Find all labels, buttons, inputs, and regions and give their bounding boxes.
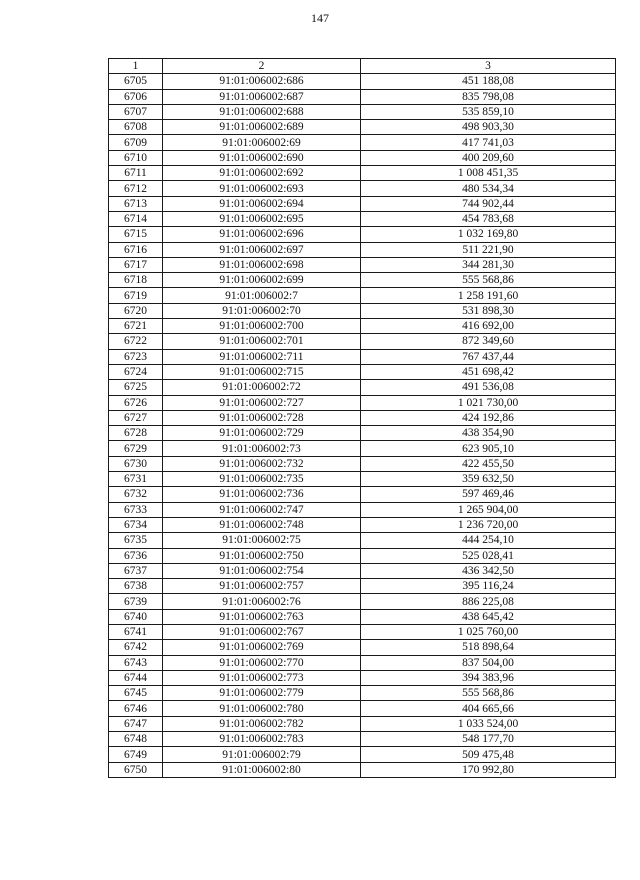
row-number-cell: 6732 <box>109 487 163 502</box>
row-number-cell: 6724 <box>109 364 163 379</box>
value-cell: 837 504,00 <box>361 655 616 670</box>
cadastral-number-cell: 91:01:006002:701 <box>163 334 361 349</box>
cadastral-number-cell: 91:01:006002:770 <box>163 655 361 670</box>
data-table <box>108 58 616 778</box>
value-cell: 531 898,30 <box>361 303 616 318</box>
value-cell: 744 902,44 <box>361 196 616 211</box>
row-number-cell: 6737 <box>109 563 163 578</box>
value-cell: 404 665,66 <box>361 701 616 716</box>
header-row <box>109 59 616 74</box>
table-row <box>109 609 616 624</box>
table-row <box>109 548 616 563</box>
row-number-cell: 6730 <box>109 456 163 471</box>
cadastral-number-cell: 91:01:006002:688 <box>163 104 361 119</box>
value-cell: 555 568,86 <box>361 686 616 701</box>
value-cell: 525 028,41 <box>361 548 616 563</box>
cadastral-number-cell: 91:01:006002:697 <box>163 242 361 257</box>
table-row <box>109 89 616 104</box>
row-number-cell: 6721 <box>109 319 163 334</box>
value-cell: 451 698,42 <box>361 364 616 379</box>
value-cell: 597 469,46 <box>361 487 616 502</box>
cadastral-number-cell: 91:01:006002:735 <box>163 472 361 487</box>
row-number-cell: 6735 <box>109 533 163 548</box>
cadastral-number-cell: 91:01:006002:736 <box>163 487 361 502</box>
row-number-cell: 6711 <box>109 166 163 181</box>
table-row <box>109 395 616 410</box>
value-cell: 1 008 451,35 <box>361 166 616 181</box>
row-number-cell: 6749 <box>109 747 163 762</box>
cadastral-number-cell: 91:01:006002:693 <box>163 181 361 196</box>
cadastral-number-cell: 91:01:006002:686 <box>163 74 361 89</box>
value-cell: 1 033 524,00 <box>361 716 616 731</box>
table-row <box>109 441 616 456</box>
cadastral-number-cell: 91:01:006002:747 <box>163 502 361 517</box>
table-row <box>109 257 616 272</box>
value-cell: 454 783,68 <box>361 211 616 226</box>
table-row <box>109 563 616 578</box>
cadastral-number-cell: 91:01:006002:715 <box>163 364 361 379</box>
cadastral-number-cell: 91:01:006002:687 <box>163 89 361 104</box>
cadastral-number-cell: 91:01:006002:80 <box>163 762 361 777</box>
value-cell: 886 225,08 <box>361 594 616 609</box>
value-cell: 438 354,90 <box>361 426 616 441</box>
cadastral-number-cell: 91:01:006002:779 <box>163 686 361 701</box>
value-cell: 491 536,08 <box>361 380 616 395</box>
table-row <box>109 288 616 303</box>
cadastral-number-cell: 91:01:006002:690 <box>163 150 361 165</box>
row-number-cell: 6747 <box>109 716 163 731</box>
cadastral-number-cell: 91:01:006002:694 <box>163 196 361 211</box>
cadastral-number-cell: 91:01:006002:75 <box>163 533 361 548</box>
row-number-cell: 6713 <box>109 196 163 211</box>
table-row <box>109 716 616 731</box>
value-cell: 535 859,10 <box>361 104 616 119</box>
column-header-3: 3 <box>361 59 616 74</box>
cadastral-number-cell: 91:01:006002:767 <box>163 624 361 639</box>
row-number-cell: 6739 <box>109 594 163 609</box>
value-cell: 451 188,08 <box>361 74 616 89</box>
table-row <box>109 380 616 395</box>
row-number-cell: 6718 <box>109 273 163 288</box>
cadastral-number-cell: 91:01:006002:773 <box>163 670 361 685</box>
table-row <box>109 487 616 502</box>
row-number-cell: 6734 <box>109 517 163 532</box>
row-number-cell: 6729 <box>109 441 163 456</box>
value-cell: 170 992,80 <box>361 762 616 777</box>
table-header <box>109 59 616 74</box>
table-body <box>109 74 616 778</box>
cadastral-number-cell: 91:01:006002:79 <box>163 747 361 762</box>
table-row <box>109 211 616 226</box>
cadastral-number-cell: 91:01:006002:72 <box>163 380 361 395</box>
table-row <box>109 303 616 318</box>
value-cell: 436 342,50 <box>361 563 616 578</box>
value-cell: 394 383,96 <box>361 670 616 685</box>
row-number-cell: 6733 <box>109 502 163 517</box>
value-cell: 344 281,30 <box>361 257 616 272</box>
row-number-cell: 6705 <box>109 74 163 89</box>
value-cell: 872 349,60 <box>361 334 616 349</box>
table-row <box>109 135 616 150</box>
row-number-cell: 6706 <box>109 89 163 104</box>
value-cell: 400 209,60 <box>361 150 616 165</box>
row-number-cell: 6741 <box>109 624 163 639</box>
row-number-cell: 6719 <box>109 288 163 303</box>
cadastral-number-cell: 91:01:006002:699 <box>163 273 361 288</box>
cadastral-number-cell: 91:01:006002:70 <box>163 303 361 318</box>
value-cell: 416 692,00 <box>361 319 616 334</box>
row-number-cell: 6743 <box>109 655 163 670</box>
table-row <box>109 349 616 364</box>
table-row <box>109 319 616 334</box>
table-row <box>109 104 616 119</box>
row-number-cell: 6720 <box>109 303 163 318</box>
table-row <box>109 242 616 257</box>
table-row <box>109 150 616 165</box>
row-number-cell: 6738 <box>109 579 163 594</box>
value-cell: 767 437,44 <box>361 349 616 364</box>
value-cell: 422 455,50 <box>361 456 616 471</box>
cadastral-number-cell: 91:01:006002:695 <box>163 211 361 226</box>
cadastral-number-cell: 91:01:006002:729 <box>163 426 361 441</box>
row-number-cell: 6742 <box>109 640 163 655</box>
value-cell: 359 632,50 <box>361 472 616 487</box>
row-number-cell: 6750 <box>109 762 163 777</box>
cadastral-number-cell: 91:01:006002:728 <box>163 410 361 425</box>
cadastral-number-cell: 91:01:006002:769 <box>163 640 361 655</box>
row-number-cell: 6726 <box>109 395 163 410</box>
value-cell: 509 475,48 <box>361 747 616 762</box>
row-number-cell: 6727 <box>109 410 163 425</box>
table-row <box>109 655 616 670</box>
row-number-cell: 6748 <box>109 732 163 747</box>
row-number-cell: 6745 <box>109 686 163 701</box>
table-row <box>109 624 616 639</box>
cadastral-number-cell: 91:01:006002:73 <box>163 441 361 456</box>
cadastral-number-cell: 91:01:006002:700 <box>163 319 361 334</box>
cadastral-number-cell: 91:01:006002:763 <box>163 609 361 624</box>
value-cell: 1 025 760,00 <box>361 624 616 639</box>
column-header-1: 1 <box>109 59 163 74</box>
table-row <box>109 594 616 609</box>
table-row <box>109 579 616 594</box>
value-cell: 1 258 191,60 <box>361 288 616 303</box>
row-number-cell: 6710 <box>109 150 163 165</box>
table-row <box>109 701 616 716</box>
row-number-cell: 6740 <box>109 609 163 624</box>
value-cell: 1 021 730,00 <box>361 395 616 410</box>
table-row <box>109 426 616 441</box>
value-cell: 1 032 169,80 <box>361 227 616 242</box>
table-row <box>109 456 616 471</box>
value-cell: 395 116,24 <box>361 579 616 594</box>
table-row <box>109 196 616 211</box>
row-number-cell: 6707 <box>109 104 163 119</box>
value-cell: 480 534,34 <box>361 181 616 196</box>
table-row <box>109 472 616 487</box>
row-number-cell: 6723 <box>109 349 163 364</box>
value-cell: 1 265 904,00 <box>361 502 616 517</box>
table-row <box>109 762 616 777</box>
row-number-cell: 6722 <box>109 334 163 349</box>
cadastral-number-cell: 91:01:006002:750 <box>163 548 361 563</box>
row-number-cell: 6714 <box>109 211 163 226</box>
row-number-cell: 6712 <box>109 181 163 196</box>
value-cell: 518 898,64 <box>361 640 616 655</box>
cadastral-number-cell: 91:01:006002:698 <box>163 257 361 272</box>
cadastral-number-cell: 91:01:006002:689 <box>163 120 361 135</box>
table-row <box>109 640 616 655</box>
cadastral-number-cell: 91:01:006002:69 <box>163 135 361 150</box>
table-row <box>109 120 616 135</box>
page-number: 147 <box>311 11 329 25</box>
column-header-2: 2 <box>163 59 361 74</box>
cadastral-number-cell: 91:01:006002:696 <box>163 227 361 242</box>
row-number-cell: 6736 <box>109 548 163 563</box>
table-row <box>109 181 616 196</box>
value-cell: 424 192,86 <box>361 410 616 425</box>
value-cell: 548 177,70 <box>361 732 616 747</box>
row-number-cell: 6731 <box>109 472 163 487</box>
value-cell: 835 798,08 <box>361 89 616 104</box>
value-cell: 511 221,90 <box>361 242 616 257</box>
value-cell: 498 903,30 <box>361 120 616 135</box>
cadastral-number-cell: 91:01:006002:757 <box>163 579 361 594</box>
row-number-cell: 6717 <box>109 257 163 272</box>
table-row <box>109 517 616 532</box>
table-row <box>109 334 616 349</box>
table-row <box>109 227 616 242</box>
row-number-cell: 6725 <box>109 380 163 395</box>
table-row <box>109 364 616 379</box>
cadastral-number-cell: 91:01:006002:76 <box>163 594 361 609</box>
value-cell: 438 645,42 <box>361 609 616 624</box>
row-number-cell: 6715 <box>109 227 163 242</box>
table-row <box>109 410 616 425</box>
table-row <box>109 166 616 181</box>
value-cell: 623 905,10 <box>361 441 616 456</box>
cadastral-number-cell: 91:01:006002:780 <box>163 701 361 716</box>
value-cell: 444 254,10 <box>361 533 616 548</box>
table-row <box>109 502 616 517</box>
cadastral-number-cell: 91:01:006002:748 <box>163 517 361 532</box>
cadastral-number-cell: 91:01:006002:732 <box>163 456 361 471</box>
cadastral-number-cell: 91:01:006002:783 <box>163 732 361 747</box>
table-row <box>109 732 616 747</box>
table-row <box>109 686 616 701</box>
table-row <box>109 670 616 685</box>
value-cell: 1 236 720,00 <box>361 517 616 532</box>
value-cell: 555 568,86 <box>361 273 616 288</box>
cadastral-number-cell: 91:01:006002:782 <box>163 716 361 731</box>
cadastral-number-cell: 91:01:006002:692 <box>163 166 361 181</box>
row-number-cell: 6716 <box>109 242 163 257</box>
row-number-cell: 6709 <box>109 135 163 150</box>
cadastral-number-cell: 91:01:006002:7 <box>163 288 361 303</box>
row-number-cell: 6744 <box>109 670 163 685</box>
table-row <box>109 74 616 89</box>
row-number-cell: 6746 <box>109 701 163 716</box>
row-number-cell: 6708 <box>109 120 163 135</box>
value-cell: 417 741,03 <box>361 135 616 150</box>
table-row <box>109 533 616 548</box>
table-row <box>109 747 616 762</box>
cadastral-number-cell: 91:01:006002:727 <box>163 395 361 410</box>
cadastral-number-cell: 91:01:006002:711 <box>163 349 361 364</box>
table-row <box>109 273 616 288</box>
row-number-cell: 6728 <box>109 426 163 441</box>
cadastral-number-cell: 91:01:006002:754 <box>163 563 361 578</box>
